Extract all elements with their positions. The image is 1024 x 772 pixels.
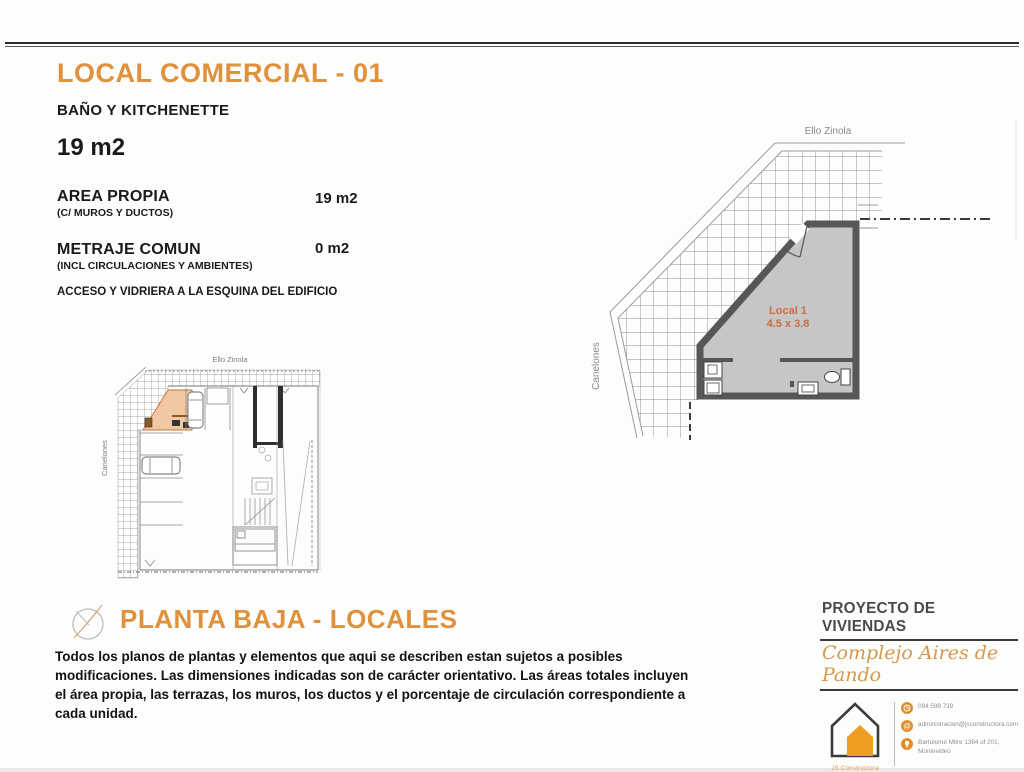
street-label-top: Ello Zinola: [212, 355, 248, 364]
bedroom: [233, 527, 277, 565]
top-rule: [5, 42, 1019, 44]
phone-icon: [901, 702, 913, 714]
parking-stalls-left: [140, 433, 183, 525]
compass-icon: [66, 600, 112, 646]
detail-sublabel: (C/ MUROS Y DUCTOS): [57, 207, 174, 219]
detail-floor-plan: [586, 116, 1024, 446]
detail-label: AREA PROPIA: [57, 188, 170, 205]
contact-phone: 094 598 739: [918, 703, 954, 710]
street-label-top: Ello Zinola: [804, 126, 852, 137]
project-footer: [820, 600, 1018, 772]
detail-row-area-propia: [57, 188, 173, 219]
door-mark: [240, 388, 248, 393]
detail-row-metraje-comun: [57, 241, 253, 272]
contact-row: [901, 738, 1018, 756]
street-label-left: Canelones: [591, 342, 602, 390]
company-name: JS Constructora: [831, 766, 879, 772]
detail-value-metraje-comun: 0 m2: [315, 240, 350, 257]
ramp: [283, 441, 310, 566]
car-top-view: [188, 392, 203, 428]
contact-list: [901, 698, 1018, 772]
street-label-left: Canelones: [100, 440, 109, 476]
stairs: [245, 498, 275, 525]
project-name: Complejo Aires de Pando: [822, 642, 999, 686]
sink: [798, 382, 818, 395]
contact-row: [901, 720, 1018, 732]
detail-label: METRAJE COMUN: [57, 241, 201, 258]
svg-text:@: @: [903, 721, 911, 731]
section-title: PLANTA BAJA - LOCALES: [120, 604, 458, 634]
entrance-arrow: [145, 560, 155, 566]
car-top-view: [142, 457, 180, 474]
vertical-divider: [894, 702, 895, 766]
divider-line: [820, 639, 1018, 641]
location-icon: [901, 738, 913, 750]
divider-line: [820, 689, 1018, 691]
page-subtitle: BAÑO Y KITCHENETTE: [57, 102, 230, 119]
company-logo: [820, 698, 890, 772]
total-area: 19 m2: [57, 134, 126, 161]
contact-address: Bartolomé Mitre 1384 of 201, Montevideo: [918, 739, 1000, 755]
contact-email: administracion@jsconstructora.com: [918, 721, 1018, 728]
email-icon: [901, 720, 913, 732]
page-title: LOCAL COMERCIAL - 01: [57, 58, 385, 88]
detail-value-area-propia: 19 m2: [315, 190, 358, 207]
top-rule-secondary: [5, 46, 1019, 47]
house-logo-icon: [826, 698, 884, 760]
interior-walls: [253, 386, 283, 448]
contact-row: [901, 702, 1018, 714]
detail-sublabel: (INCL CIRCULACIONES Y AMBIENTES): [57, 260, 253, 272]
disclaimer-text: Todos los planos de plantas y elementos que aqui se describen estan sujetos a posibles modificaciones. Las dimensiones indicadas son de carácter orientativo. Las áreas totales incluyen el área propia, las terrazas, los muros, los ductos y el porcentaje de circulación correspondiente a cada unidad.: [55, 649, 689, 722]
unit-size-label: 4.5 x 3.8: [766, 318, 810, 330]
access-note: ACCESO Y VIDRIERA A LA ESQUINA DEL EDIFICIO: [57, 286, 338, 298]
unit-name-label: Local 1: [769, 305, 807, 317]
overview-floor-plan: [88, 346, 333, 596]
project-label: PROYECTO DE VIVIENDAS: [822, 600, 936, 635]
kitchenette: [704, 362, 722, 395]
